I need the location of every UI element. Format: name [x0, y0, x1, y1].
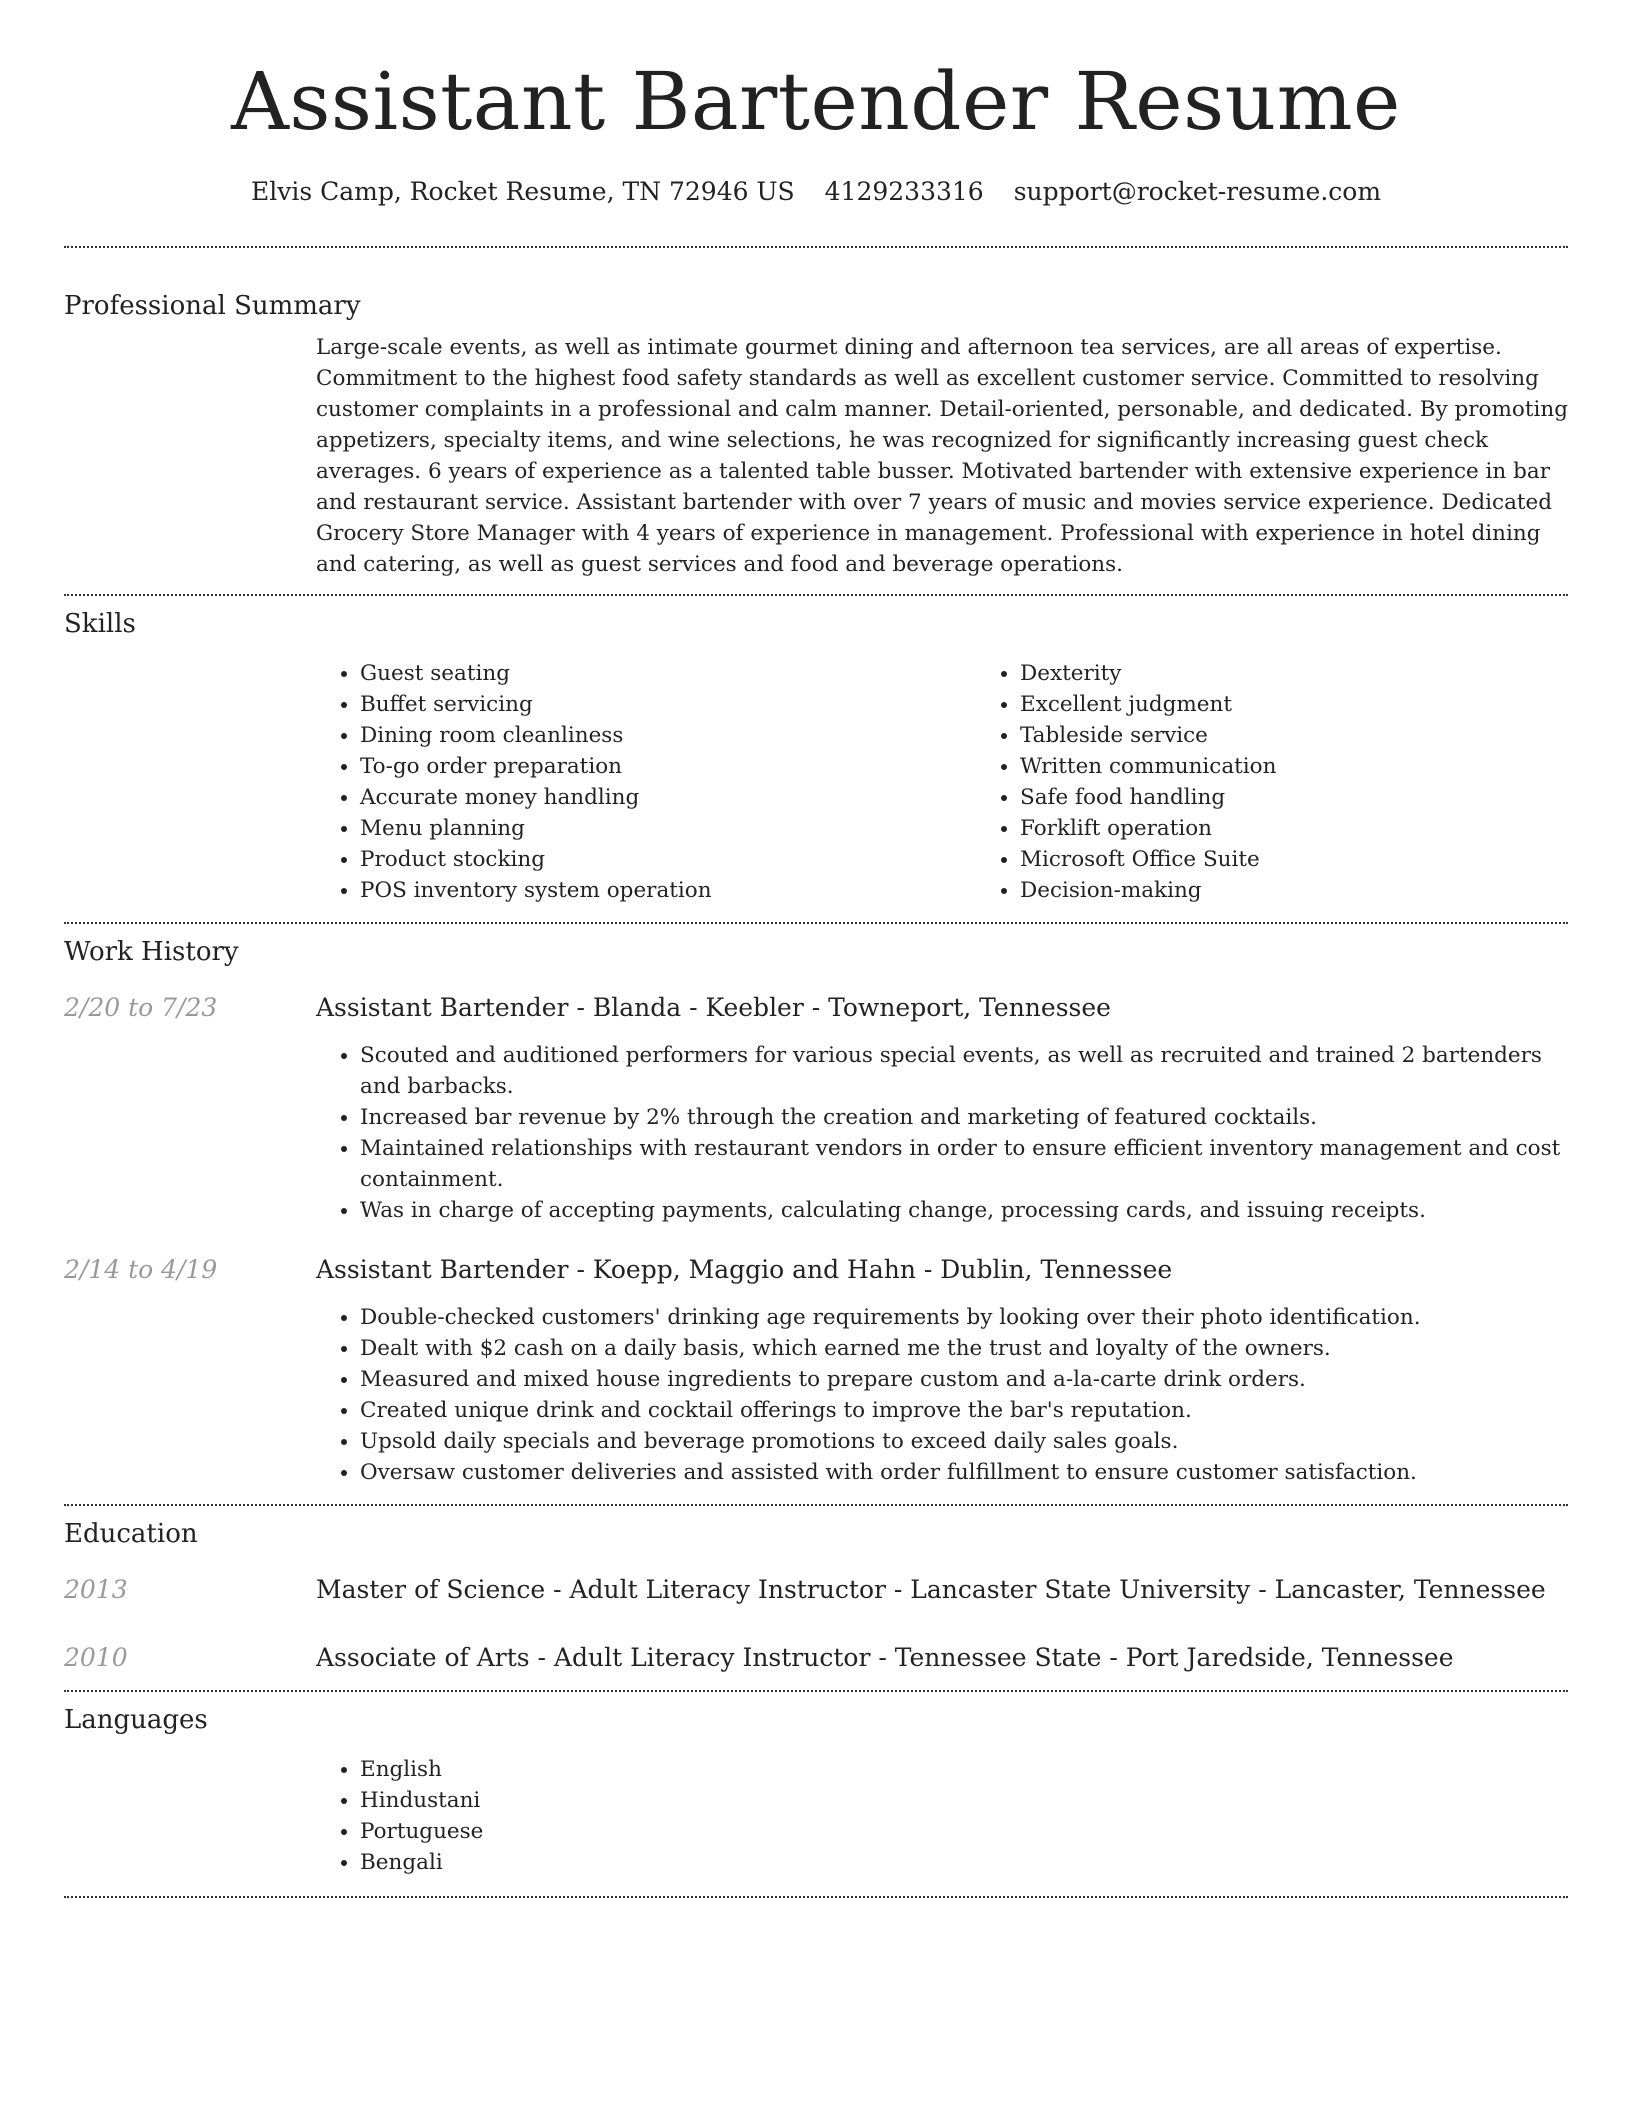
job-bullet: • Increased bar revenue by 2% through the creation and marketing of featured cocktails.: [360, 1102, 1568, 1133]
job-dates: 2/14 to 4/19: [64, 1255, 218, 1284]
job-dates: 2/20 to 7/23: [64, 993, 218, 1022]
job-bullet: • Was in charge of accepting payments, calculating change, processing cards, and issuing receipts.: [360, 1195, 1568, 1226]
work-heading: Work History: [64, 937, 239, 967]
skill-item: • Product stocking: [360, 844, 976, 875]
skill-item: • POS inventory system operation: [360, 875, 976, 906]
job-entry: [64, 990, 1568, 1226]
summary-section: [64, 248, 1568, 594]
education-entry: [64, 1572, 1568, 1608]
contact-line: [64, 174, 1568, 210]
skills-section: [64, 596, 1568, 922]
skill-item: • Safe food handling: [1020, 782, 1632, 813]
skill-item: • Excellent judgment: [1020, 689, 1632, 720]
job-bullet: • Scouted and auditioned performers for various special events, as well as recruited and trained 2 bartenders and barbacks.: [360, 1040, 1568, 1102]
job-bullet: • Oversaw customer deliveries and assisted with order fulfillment to ensure customer satisfaction.: [360, 1457, 1568, 1488]
job-title: Assistant Bartender - Blanda - Keebler - Towneport, Tennessee: [316, 993, 1111, 1022]
skill-item: • Forklift operation: [1020, 813, 1632, 844]
education-heading: Education: [64, 1519, 198, 1549]
job-bullet: • Measured and mixed house ingredients to prepare custom and a-la-carte drink orders.: [360, 1364, 1568, 1395]
skill-item: • Decision-making: [1020, 875, 1632, 906]
contact-phone: 4129233316: [824, 177, 984, 206]
education-entry: [64, 1640, 1568, 1676]
language-item: • English: [360, 1754, 1568, 1785]
job-bullet: • Created unique drink and cocktail offerings to improve the bar's reputation.: [360, 1395, 1568, 1426]
job-bullet: • Double-checked customers' drinking age requirements by looking over their photo identification.: [360, 1302, 1568, 1333]
education-year: 2013: [64, 1575, 128, 1604]
languages-section: [64, 1692, 1568, 1896]
skill-item: • Guest seating: [360, 658, 976, 689]
language-item: • Portuguese: [360, 1816, 1568, 1847]
languages-list: [316, 1754, 1568, 1878]
education-title: Associate of Arts - Adult Literacy Instructor - Tennessee State - Port Jaredside, Tennessee: [316, 1643, 1454, 1672]
skills-list-left: [316, 658, 976, 906]
skill-item: • Dexterity: [1020, 658, 1632, 689]
skill-item: • Dining room cleanliness: [360, 720, 976, 751]
education-year: 2010: [64, 1643, 128, 1672]
skills-heading: Skills: [64, 609, 136, 639]
skills-list-right: [976, 658, 1632, 906]
skill-item: • Accurate money handling: [360, 782, 976, 813]
page-title: Assistant Bartender Resume: [231, 55, 1401, 148]
languages-heading: Languages: [64, 1705, 208, 1735]
job-bullets: [316, 1040, 1568, 1226]
skill-item: • To-go order preparation: [360, 751, 976, 782]
work-section: [64, 924, 1568, 1504]
job-title: Assistant Bartender - Koepp, Maggio and Hahn - Dublin, Tennessee: [316, 1255, 1173, 1284]
job-bullet: • Upsold daily specials and beverage promotions to exceed daily sales goals.: [360, 1426, 1568, 1457]
job-bullet: • Dealt with $2 cash on a daily basis, which earned me the trust and loyalty of the owners.: [360, 1333, 1568, 1364]
skill-item: • Tableside service: [1020, 720, 1632, 751]
summary-heading: Professional Summary: [64, 291, 361, 321]
contact-email: support@rocket-resume.com: [1013, 177, 1382, 206]
skill-item: • Buffet servicing: [360, 689, 976, 720]
education-section: [64, 1506, 1568, 1690]
skill-item: • Microsoft Office Suite: [1020, 844, 1632, 875]
job-entry: [64, 1252, 1568, 1488]
contact-address: Elvis Camp, Rocket Resume, TN 72946 US: [250, 177, 795, 206]
skill-item: • Menu planning: [360, 813, 976, 844]
skill-item: • Written communication: [1020, 751, 1632, 782]
divider: [64, 1896, 1568, 1898]
summary-text: Large-scale events, as well as intimate gourmet dining and afternoon tea services, are all areas of expertise. Commitment to the highest food safety standards as well as excellent customer service. Committed to resolving customer complaints in a professional and calm manner. Detail-oriented, personable, and dedicated. By promoting appetizers, specialty items, and wine selections, he was recognized for significantly increasing guest check averages. 6 years of experience as a talented table busser. Motivated bartender with extensive experience in bar and restaurant service. Assistant bartender with over 7 years of music and movies service experience. Dedicated Grocery Store Manager with 4 years of experience in management. Professional with experience in hotel dining and catering, as well as guest services and food and beverage operations.: [316, 335, 1568, 577]
language-item: • Hindustani: [360, 1785, 1568, 1816]
job-bullet: • Maintained relationships with restaurant vendors in order to ensure efficient inventory management and cost containment.: [360, 1133, 1568, 1195]
job-bullets: [316, 1302, 1568, 1488]
language-item: • Bengali: [360, 1847, 1568, 1878]
education-title: Master of Science - Adult Literacy Instructor - Lancaster State University - Lancaster, Tennessee: [316, 1575, 1546, 1604]
